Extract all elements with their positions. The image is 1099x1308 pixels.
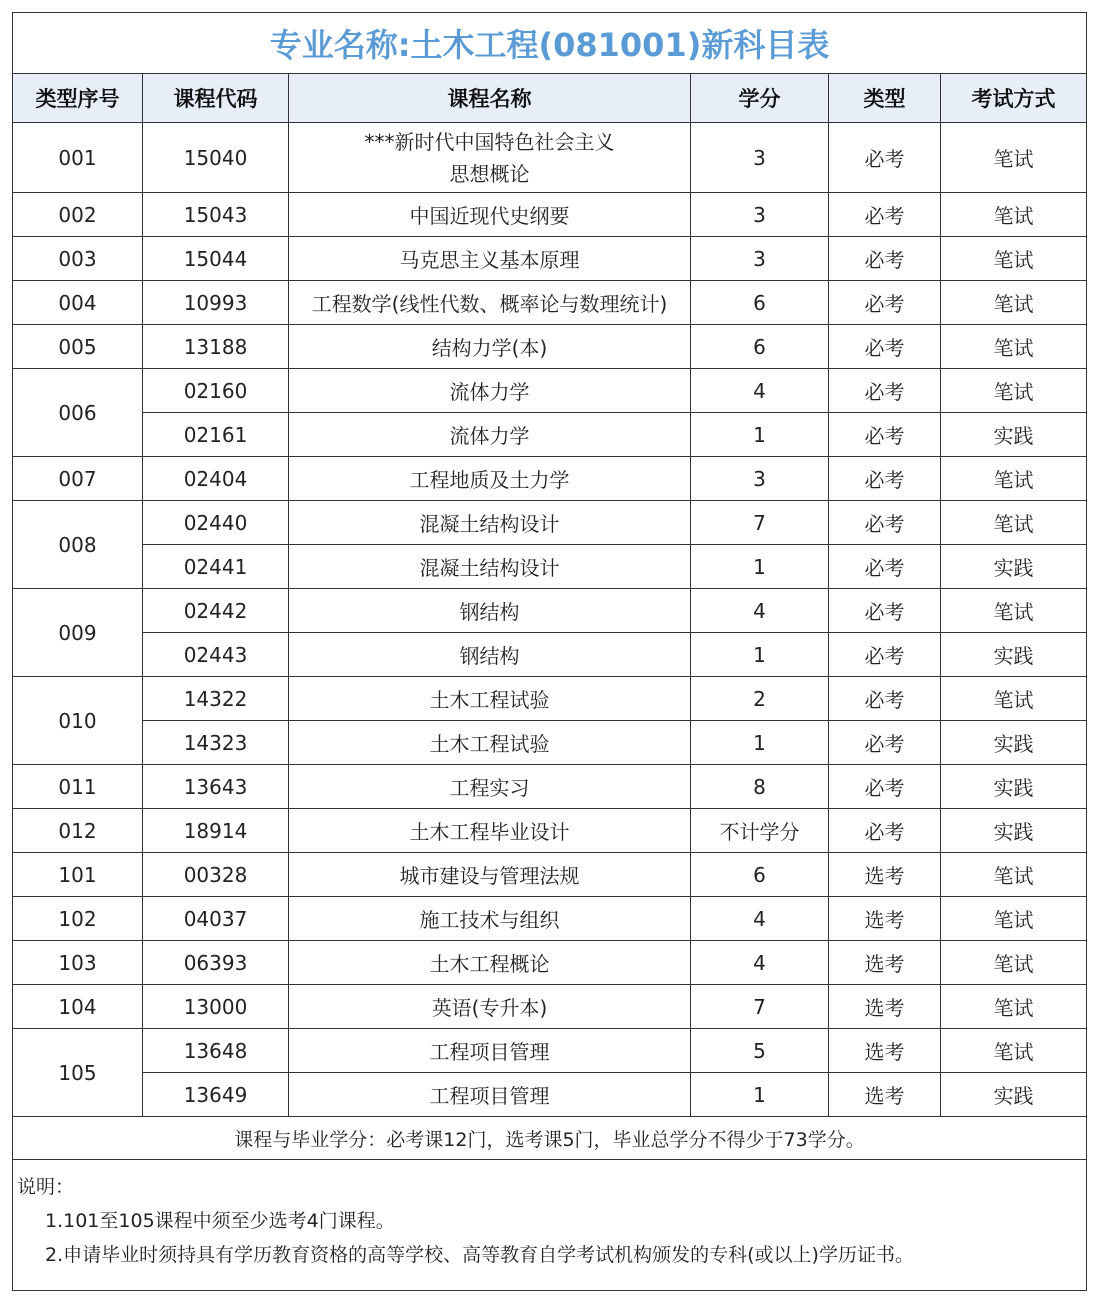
- method-cell: 笔试: [941, 1029, 1087, 1073]
- table-row: [13, 853, 1087, 897]
- header-name: 课程名称: [289, 74, 691, 123]
- code-cell: 00328: [143, 853, 289, 897]
- seq-cell: 010: [13, 677, 143, 765]
- table-row: [13, 1073, 1087, 1117]
- table-row: [13, 721, 1087, 765]
- type-cell: 必考: [829, 677, 941, 721]
- credit-cell: 3: [691, 237, 829, 281]
- method-cell: 笔试: [941, 325, 1087, 369]
- code-cell: 04037: [143, 897, 289, 941]
- table-row: [13, 545, 1087, 589]
- type-cell: 必考: [829, 721, 941, 765]
- credit-cell: 不计学分: [691, 809, 829, 853]
- method-cell: 笔试: [941, 897, 1087, 941]
- credit-cell: 8: [691, 765, 829, 809]
- type-cell: 必考: [829, 123, 941, 193]
- credit-summary: 课程与毕业学分：必考课12门，选考课5门，毕业总学分不得少于73学分。: [13, 1117, 1087, 1160]
- page-title: 专业名称:土木工程(081001)新科目表: [13, 13, 1087, 74]
- type-cell: 必考: [829, 633, 941, 677]
- method-cell: 笔试: [941, 237, 1087, 281]
- method-cell: 笔试: [941, 853, 1087, 897]
- seq-cell: 003: [13, 237, 143, 281]
- type-cell: 选考: [829, 941, 941, 985]
- table-row: [13, 193, 1087, 237]
- code-cell: 02161: [143, 413, 289, 457]
- notes-section: [13, 1160, 1087, 1291]
- code-cell: 02441: [143, 545, 289, 589]
- method-cell: 笔试: [941, 941, 1087, 985]
- name-cell: 城市建设与管理法规: [289, 853, 691, 897]
- credit-cell: 2: [691, 677, 829, 721]
- type-cell: 必考: [829, 765, 941, 809]
- header-method: 考试方式: [941, 74, 1087, 123]
- seq-cell: 101: [13, 853, 143, 897]
- type-cell: 必考: [829, 193, 941, 237]
- method-cell: 实践: [941, 1073, 1087, 1117]
- table-row: [13, 633, 1087, 677]
- note-item: 2.申请毕业时须持具有学历教育资格的高等学校、高等教育自学考试机构颁发的专科(或以上)学历证书。: [45, 1244, 914, 1266]
- type-cell: 必考: [829, 501, 941, 545]
- seq-cell: 011: [13, 765, 143, 809]
- method-cell: 实践: [941, 721, 1087, 765]
- table-row: [13, 369, 1087, 413]
- code-cell: 13648: [143, 1029, 289, 1073]
- table-row: [13, 123, 1087, 193]
- seq-cell: 005: [13, 325, 143, 369]
- name-cell: 土木工程试验: [289, 677, 691, 721]
- credit-cell: 4: [691, 369, 829, 413]
- credit-cell: 1: [691, 633, 829, 677]
- name-cell: 工程项目管理: [289, 1029, 691, 1073]
- table-row: [13, 809, 1087, 853]
- name-line-2: 思想概论: [449, 161, 530, 186]
- name-cell: 施工技术与组织: [289, 897, 691, 941]
- type-cell: 必考: [829, 545, 941, 589]
- name-cell: 马克思主义基本原理: [289, 237, 691, 281]
- code-cell: 02440: [143, 501, 289, 545]
- method-cell: 实践: [941, 413, 1087, 457]
- name-cell: 土木工程概论: [289, 941, 691, 985]
- credit-cell: 7: [691, 985, 829, 1029]
- type-cell: 必考: [829, 457, 941, 501]
- method-cell: 笔试: [941, 501, 1087, 545]
- method-cell: 笔试: [941, 281, 1087, 325]
- code-cell: 02404: [143, 457, 289, 501]
- code-cell: 13000: [143, 985, 289, 1029]
- seq-cell: 002: [13, 193, 143, 237]
- seq-cell: 102: [13, 897, 143, 941]
- code-cell: 02443: [143, 633, 289, 677]
- type-cell: 选考: [829, 985, 941, 1029]
- table-row: [13, 501, 1087, 545]
- table-row: [13, 941, 1087, 985]
- table-row: [13, 1029, 1087, 1073]
- course-table: [12, 12, 1087, 1291]
- credit-cell: 7: [691, 501, 829, 545]
- method-cell: 笔试: [941, 369, 1087, 413]
- table-row: [13, 237, 1087, 281]
- code-cell: 02442: [143, 589, 289, 633]
- type-cell: 必考: [829, 809, 941, 853]
- name-cell: 工程数学(线性代数、概率论与数理统计): [289, 281, 691, 325]
- type-cell: 必考: [829, 413, 941, 457]
- name-cell: 土木工程试验: [289, 721, 691, 765]
- type-cell: 选考: [829, 853, 941, 897]
- code-cell: 06393: [143, 941, 289, 985]
- method-cell: 笔试: [941, 123, 1087, 193]
- credit-cell: 4: [691, 941, 829, 985]
- method-cell: 笔试: [941, 457, 1087, 501]
- header-seq: 类型序号: [13, 74, 143, 123]
- type-cell: 必考: [829, 281, 941, 325]
- code-cell: 14322: [143, 677, 289, 721]
- code-cell: 15044: [143, 237, 289, 281]
- name-cell: 土木工程毕业设计: [289, 809, 691, 853]
- header-code: 课程代码: [143, 74, 289, 123]
- name-cell: 结构力学(本): [289, 325, 691, 369]
- method-cell: 实践: [941, 633, 1087, 677]
- header-type: 类型: [829, 74, 941, 123]
- method-cell: 笔试: [941, 193, 1087, 237]
- type-cell: 必考: [829, 589, 941, 633]
- header-credit: 学分: [691, 74, 829, 123]
- seq-cell: 105: [13, 1029, 143, 1117]
- table-row: [13, 457, 1087, 501]
- name-cell: 流体力学: [289, 413, 691, 457]
- code-cell: 13649: [143, 1073, 289, 1117]
- name-cell: 钢结构: [289, 633, 691, 677]
- table-row: [13, 281, 1087, 325]
- credit-cell: 4: [691, 589, 829, 633]
- seq-cell: 007: [13, 457, 143, 501]
- credit-cell: 6: [691, 325, 829, 369]
- credit-cell: 3: [691, 457, 829, 501]
- note-item: 1.101至105课程中须至少选考4门课程。: [45, 1210, 395, 1232]
- credit-cell: 3: [691, 123, 829, 193]
- name-cell: 钢结构: [289, 589, 691, 633]
- code-cell: 10993: [143, 281, 289, 325]
- name-cell: 流体力学: [289, 369, 691, 413]
- seq-cell: 004: [13, 281, 143, 325]
- credit-cell: 1: [691, 721, 829, 765]
- code-cell: 13188: [143, 325, 289, 369]
- code-cell: 15040: [143, 123, 289, 193]
- table-row: [13, 897, 1087, 941]
- type-cell: 必考: [829, 237, 941, 281]
- name-cell: 中国近现代史纲要: [289, 193, 691, 237]
- name-cell: [289, 123, 691, 193]
- method-cell: 笔试: [941, 589, 1087, 633]
- name-cell: 工程地质及土力学: [289, 457, 691, 501]
- type-cell: 选考: [829, 1073, 941, 1117]
- name-cell: 混凝土结构设计: [289, 545, 691, 589]
- notes-heading: 说明：: [17, 1176, 75, 1198]
- code-cell: 18914: [143, 809, 289, 853]
- type-cell: 必考: [829, 325, 941, 369]
- table-row: [13, 765, 1087, 809]
- seq-cell: 103: [13, 941, 143, 985]
- credit-cell: 5: [691, 1029, 829, 1073]
- seq-cell: 001: [13, 123, 143, 193]
- method-cell: 实践: [941, 765, 1087, 809]
- type-cell: 必考: [829, 369, 941, 413]
- credit-cell: 4: [691, 897, 829, 941]
- method-cell: 实践: [941, 545, 1087, 589]
- code-cell: 02160: [143, 369, 289, 413]
- credit-cell: 6: [691, 281, 829, 325]
- type-cell: 选考: [829, 1029, 941, 1073]
- code-cell: 15043: [143, 193, 289, 237]
- method-cell: 实践: [941, 809, 1087, 853]
- credit-cell: 1: [691, 413, 829, 457]
- credit-cell: 1: [691, 1073, 829, 1117]
- name-cell: 混凝土结构设计: [289, 501, 691, 545]
- name-cell: 工程实习: [289, 765, 691, 809]
- table-row: [13, 985, 1087, 1029]
- seq-cell: 006: [13, 369, 143, 457]
- credit-cell: 1: [691, 545, 829, 589]
- method-cell: 笔试: [941, 677, 1087, 721]
- name-line-1: ***新时代中国特色社会主义: [364, 129, 615, 154]
- seq-cell: 104: [13, 985, 143, 1029]
- name-cell: 英语(专升本): [289, 985, 691, 1029]
- name-cell: 工程项目管理: [289, 1073, 691, 1117]
- table-row: [13, 589, 1087, 633]
- method-cell: 笔试: [941, 985, 1087, 1029]
- code-cell: 13643: [143, 765, 289, 809]
- seq-cell: 008: [13, 501, 143, 589]
- code-cell: 14323: [143, 721, 289, 765]
- credit-cell: 6: [691, 853, 829, 897]
- seq-cell: 009: [13, 589, 143, 677]
- table-row: [13, 413, 1087, 457]
- seq-cell: 012: [13, 809, 143, 853]
- credit-cell: 3: [691, 193, 829, 237]
- table-row: [13, 325, 1087, 369]
- table-row: [13, 677, 1087, 721]
- type-cell: 选考: [829, 897, 941, 941]
- header-row: [13, 74, 1087, 123]
